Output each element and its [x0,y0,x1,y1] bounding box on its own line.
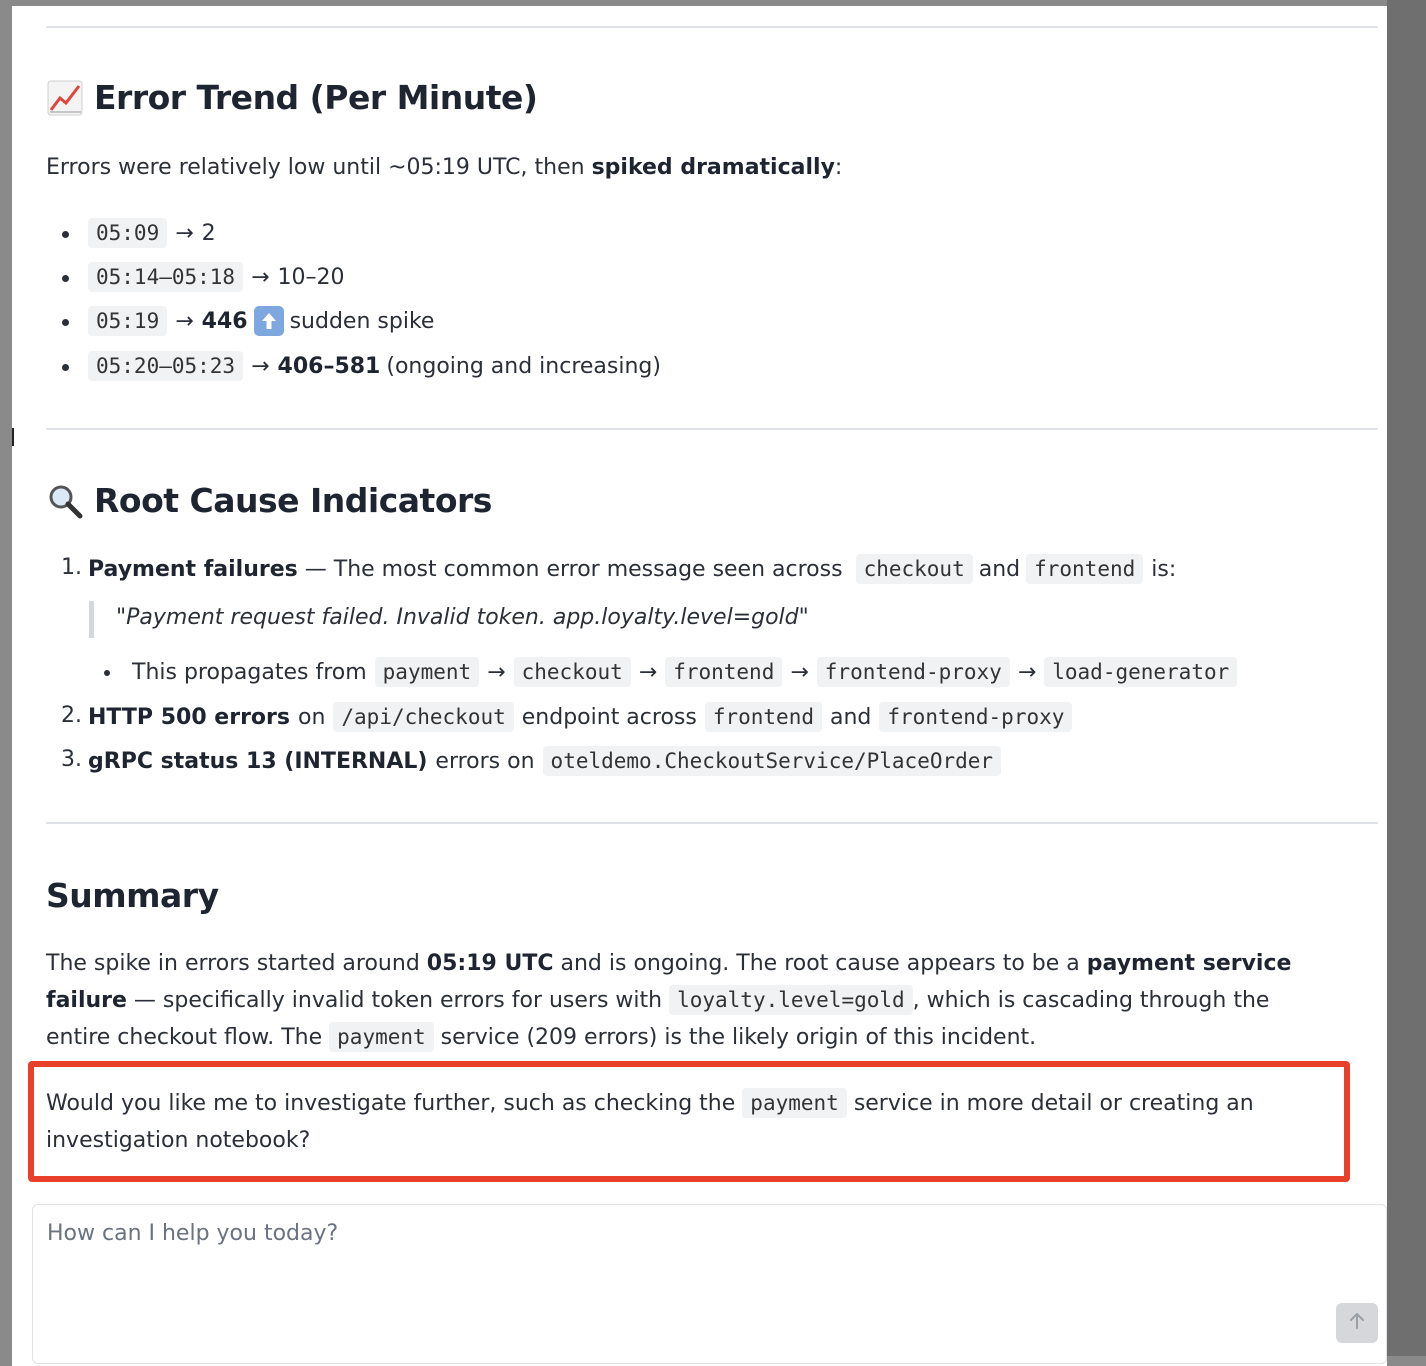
spike-label: sudden spike [289,308,435,334]
item-end: is: [1151,556,1177,582]
trend-note: (ongoing and increasing) [386,353,661,379]
item-bold: Payment failures [88,556,298,582]
divider [46,822,1378,824]
summary-line [46,1019,1036,1056]
intro-bold: spiked dramatically [591,155,835,180]
service-code: payment [329,1022,434,1052]
window-frame [1387,0,1426,1356]
followup-text: investigation notebook? [46,1128,311,1153]
and-text: and [830,704,872,730]
rpc-method-code: oteldemo.CheckoutService/PlaceOrder [543,746,1002,776]
summary-text: — specifically invalid token errors for users with [126,988,663,1013]
followup-text: Would you like me to investigate further, such as checking the [46,1091,736,1116]
service-code: frontend [1026,554,1143,584]
summary-text: The spike in errors started around [46,951,427,976]
arrow-icon: → [251,264,270,290]
list-item [88,257,345,297]
propagation-text: This propagates from [132,659,367,685]
time-code: 05:20–05:23 [88,351,243,381]
service-code: frontend-proxy [879,702,1072,732]
summary-line [46,945,1291,982]
item-text: errors on [435,748,535,774]
summary-bold: payment service [1086,951,1292,976]
summary-text: and is ongoing. The root cause appears to be a [553,951,1087,976]
bullet-dot [62,231,69,238]
list-item [88,301,434,341]
and-text: and [978,556,1021,582]
endpoint-code: /api/checkout [333,702,513,732]
root-cause-item [88,697,1072,737]
bullet-dot [62,275,69,282]
arrow-icon: → [638,659,658,685]
arrow-up-icon [1347,1311,1367,1335]
service-code: load-generator [1044,657,1237,687]
item-text: — The most common error message seen across [297,556,850,582]
list-item [88,213,216,253]
root-cause-item [88,549,1176,589]
error-trend-intro [46,149,842,186]
item-bold: gRPC status 13 (INTERNAL) [88,748,428,774]
service-code: frontend-proxy [817,657,1010,687]
summary-bold: 05:19 UTC [426,951,554,976]
summary-line [46,982,1269,1019]
arrow-icon: → [175,308,194,334]
bullet-dot [104,670,110,676]
time-code: 05:19 [88,306,167,336]
arrow-icon: → [175,220,194,246]
summary-bold: failure [46,988,127,1013]
section-title-text: Summary [46,876,219,915]
item-bold: HTTP 500 errors [88,704,290,730]
item-text: endpoint across [521,704,697,730]
text-cursor [12,428,14,446]
bullet-dot [62,364,69,371]
chat-input[interactable] [33,1205,1386,1363]
on-text: on [297,704,326,730]
followup-text: service in more detail or creating an [853,1091,1254,1116]
arrow-icon: → [1017,659,1037,685]
service-code: frontend [665,657,782,687]
highlight-annotation-box [28,1061,1350,1182]
list-number: 2. [61,703,82,728]
section-title-error-trend [46,78,537,117]
count-value: 446 [201,308,248,334]
root-cause-item [88,741,1001,781]
time-code: 05:09 [88,218,167,248]
summary-text: entire checkout flow. The [46,1025,323,1050]
list-number: 1. [61,555,82,580]
list-number: 3. [61,747,82,772]
section-title-root-cause [46,481,492,520]
service-code: checkout [856,554,973,584]
arrow-icon: → [790,659,809,685]
intro-text: Errors were relatively low until ~05:19 UTC, then [46,155,592,180]
service-code: frontend [705,702,822,732]
service-code: payment [375,657,480,687]
arrow-icon: → [251,353,270,379]
send-button[interactable] [1336,1303,1378,1343]
summary-text: service (209 errors) is the likely origin of this incident. [440,1025,1037,1050]
summary-text: , which is cascading through the [912,988,1270,1013]
intro-end: : [834,155,843,180]
up-arrow-icon [254,306,284,336]
section-title-text: Error Trend (Per Minute) [94,78,538,117]
error-quote: "Payment request failed. Invalid token. app.loyalty.level=gold" [116,605,809,630]
quote-bar [89,601,94,638]
bullet-dot [62,319,69,326]
service-code: payment [742,1088,847,1118]
time-code: 05:14–05:18 [88,262,243,292]
list-item [88,346,661,386]
attribute-code: loyalty.level=gold [669,985,913,1015]
section-title-text: Root Cause Indicators [94,481,492,520]
divider [46,428,1378,430]
magnifying-glass-icon [46,482,84,520]
service-code: checkout [514,657,631,687]
arrow-icon: → [487,659,506,685]
divider [46,26,1378,28]
count-value: 10–20 [277,264,345,290]
section-title-summary [46,876,219,915]
chat-input-box [32,1204,1387,1364]
count-value: 406–581 [277,353,381,379]
count-value: 2 [201,220,216,246]
chart-increasing-icon [46,79,84,117]
propagation-line [132,652,1237,692]
